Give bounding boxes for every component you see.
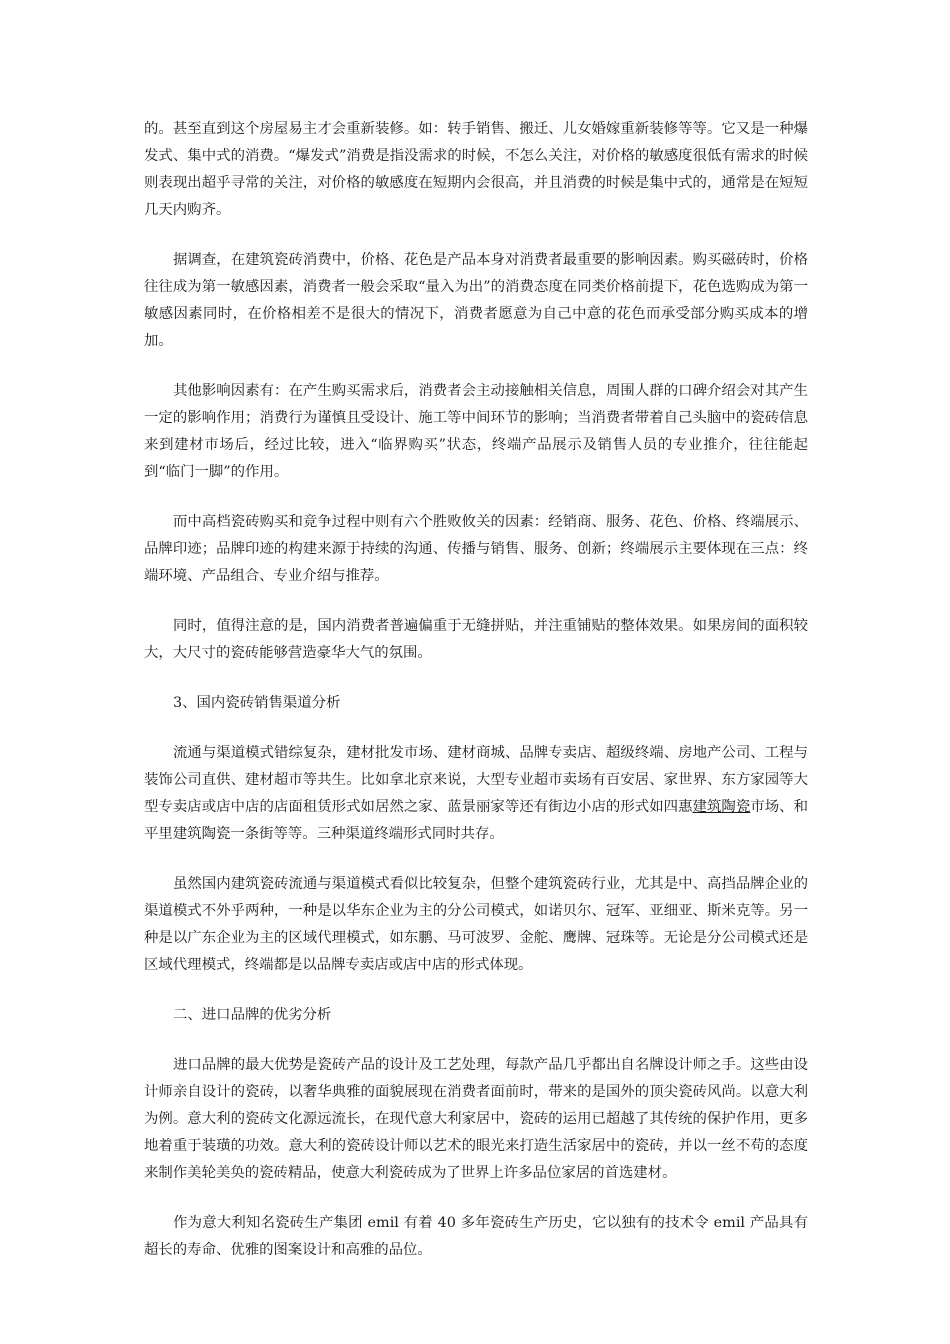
- paragraph-price-color-factors: 据调查，在建筑瓷砖消费中，价格、花色是产品本身对消费者最重要的影响因素。购买磁砖时，价格往往成为第一敏感因素，消费者一般会采取“量入为出”的消费态度在同类价格前提下，花色选购成为第一敏感因素同时，在价格相差不是很大的情况下，消费者愿意为自己中意的花色而承受部分购买成本的增加。: [144, 252, 808, 349]
- paragraph-consumption-pattern: 的。甚至直到这个房屋易主才会重新装修。如：转手销售、搬迁、儿女婚嫁重新装修等等。它又是一种爆发式、集中式的消费。“爆发式”消费是指没需求的时候，不怎么关注，对价格的敏感度很低有需求的时候则表现出超乎寻常的关注，对价格的敏感度在短期内会很高，并且消费的时候是集中式的，通常是在短短几天内购齐。: [144, 121, 808, 218]
- channel-text-after-link: 市场、和平里建筑陶瓷一条街等等。三种渠道终端形式同时共存。: [144, 799, 808, 842]
- paragraph-import-advantages: 进口品牌的最大优势是瓷砖产品的设计及工艺处理，每款产品几乎都出自名牌设计师之手。这些由设计师亲自设计的瓷砖，以奢华典雅的面貌展现在消费者面前时，带来的是国外的顶尖瓷砖风尚。以意大利为例。意大利的瓷砖文化源远流长，在现代意大利家居中，瓷砖的运用已超越了其传统的保护作用，更多地着重于装璜的功效。意大利的瓷砖设计师以艺术的眼光来打造生活家居中的瓷砖，并以一丝不苟的态度来制作美轮美奂的瓷砖精品，使意大利瓷砖成为了世界上许多品位家居的首选建材。: [144, 1057, 808, 1181]
- channel-text-before-link: 流通与渠道模式错综复杂，建材批发市场、建材商城、品牌专卖店、超级终端、房地产公司、工程与装饰公司直供、建材超市等共生。比如拿北京来说，大型专业超市卖场有百安居、家世界、东方家园等大型专卖店或店中店的店面租赁形式如居然之家、蓝景丽家等还有街边小店的形式如四惠: [144, 745, 808, 815]
- section-heading-import-brands: 二、进口品牌的优劣分析: [173, 1007, 332, 1023]
- document-body: [144, 116, 808, 1287]
- paragraph-other-factors: 其他影响因素有：在产生购买需求后，消费者会主动接触相关信息，周围人群的口碑介绍会对其产生一定的影响作用；消费行为谨慎且受设计、施工等中间环节的影响；当消费者带着自己头脑中的瓷砖信息来到建材市场后，经过比较，进入“临界购买”状态，终端产品展示及销售人员的专业推介，往往能起到“临门一脚”的作用。: [144, 383, 808, 480]
- section-heading-channel-analysis: 3、国内瓷砖销售渠道分析: [173, 695, 341, 711]
- paragraph-emil-brand: 作为意大利知名瓷砖生产集团 emil 有着 40 多年瓷砖生产历史，它以独有的技术令 emil 产品具有超长的寿命、优雅的图案设计和高雅的品位。: [144, 1215, 808, 1258]
- paragraph-two-channel-models: 虽然国内建筑瓷砖流通与渠道模式看似比较复杂，但整个建筑瓷砖行业，尤其是中、高挡品牌企业的渠道模式不外乎两种，一种是以华东企业为主的分公司模式，如诺贝尔、冠军、亚细亚、斯米克等。另一种是以广东企业为主的区域代理模式，如东鹏、马可波罗、金舵、鹰牌、冠珠等。无论是分公司模式还是区域代理模式，终端都是以品牌专卖店或店中店的形式体现。: [144, 876, 808, 973]
- paragraph-seamless-preference: 同时，值得注意的是，国内消费者普遍偏重于无缝拼贴，并注重铺贴的整体效果。如果房间的面积较大，大尺寸的瓷砖能够营造豪华大气的氛围。: [144, 618, 808, 661]
- paragraph-channel-modes: [144, 740, 808, 848]
- paragraph-six-factors: 而中高档瓷砖购买和竞争过程中则有六个胜败攸关的因素：经销商、服务、花色、价格、终端展示、品牌印迹；品牌印迹的构建来源于持续的沟通、传播与销售、服务、创新；终端展示主要体现在三点：终端环境、产品组合、专业介绍与推荐。: [144, 514, 808, 584]
- building-ceramics-link[interactable]: 建筑陶瓷: [692, 799, 751, 815]
